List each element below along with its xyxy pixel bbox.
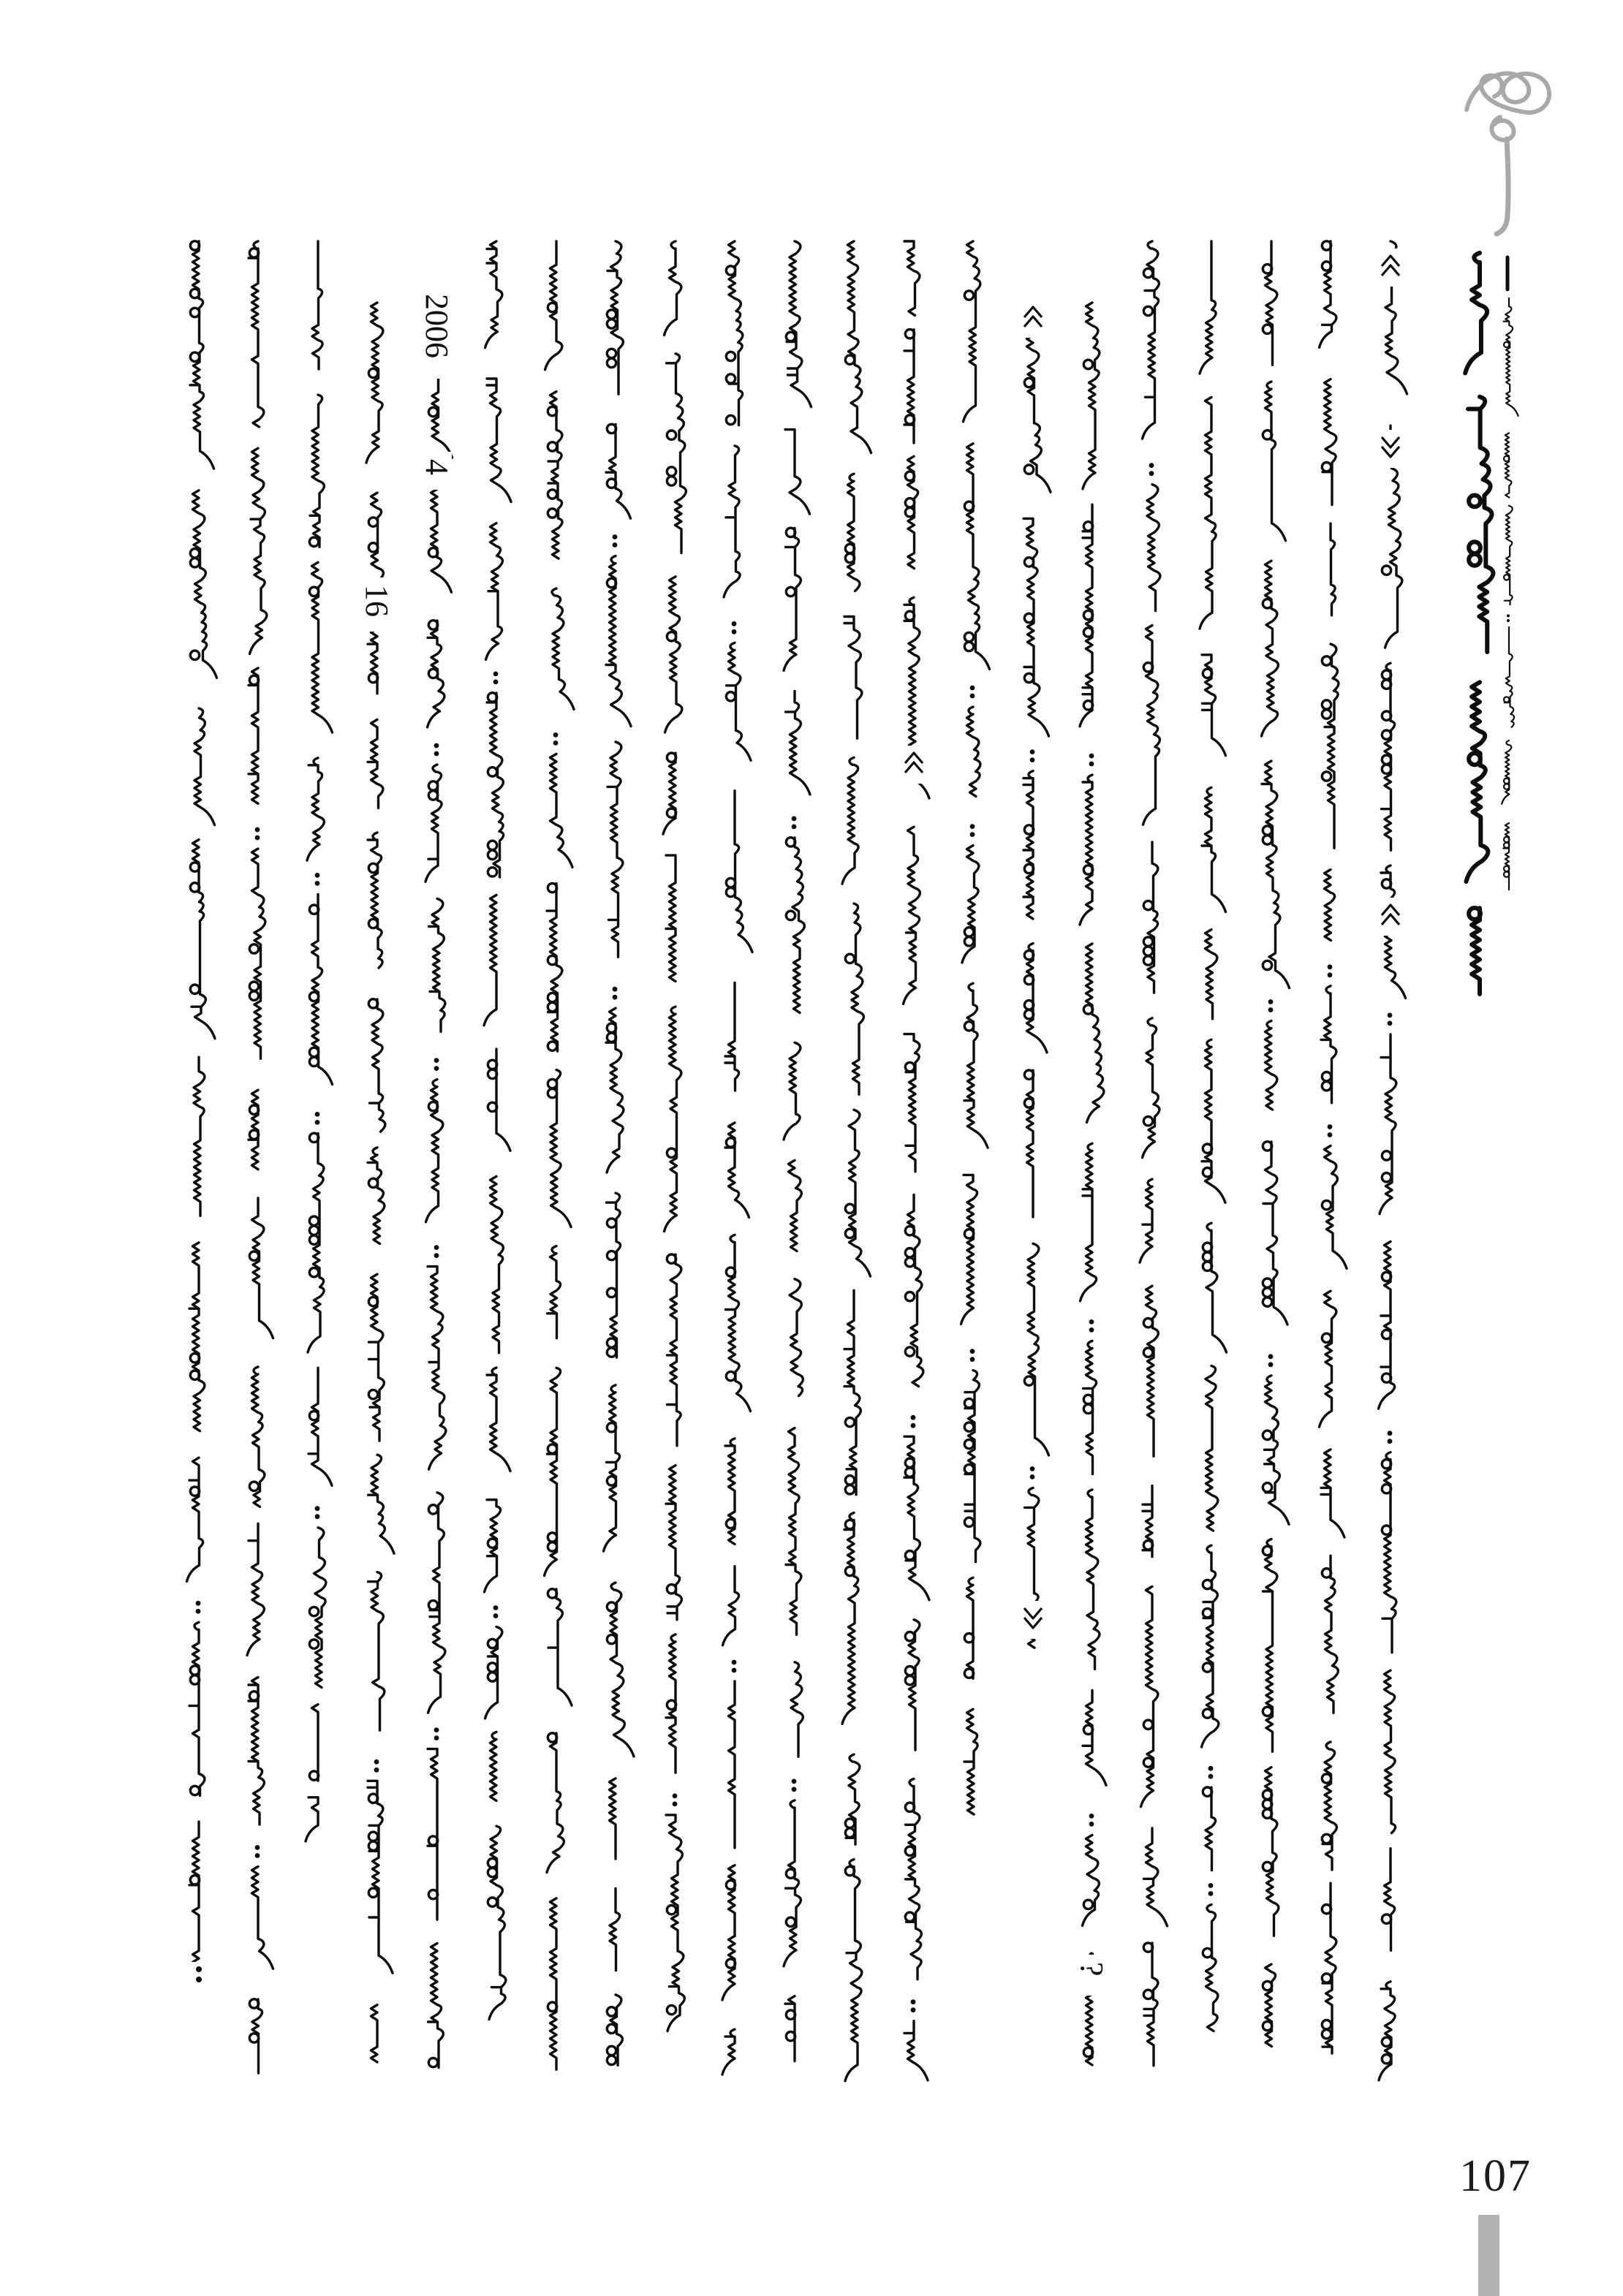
marker-gap xyxy=(1376,249,1405,287)
text-column xyxy=(899,241,929,2080)
text-column xyxy=(1140,241,1168,2066)
marker-gap xyxy=(1376,898,1405,936)
full-stop-dot xyxy=(196,1966,202,1972)
text-column xyxy=(722,241,752,2075)
text-column xyxy=(1320,241,1347,2053)
text-column xyxy=(247,241,273,2073)
text-column xyxy=(1074,303,1110,2065)
question-mark-token: ? xyxy=(1074,1962,1110,1977)
marker-gap xyxy=(1376,430,1405,468)
title-column xyxy=(1465,253,1493,994)
page-number: 107 xyxy=(1459,2151,1532,2201)
text-column xyxy=(663,241,686,2031)
marker-gap xyxy=(899,746,928,784)
inline-number-token: 16 xyxy=(359,585,395,617)
text-column xyxy=(419,287,455,2068)
text-column xyxy=(484,241,511,2020)
text-column xyxy=(1200,241,1227,2031)
text-column xyxy=(184,241,217,2000)
text-column xyxy=(842,241,871,2081)
text-column xyxy=(306,241,333,1841)
footer-bar xyxy=(1478,2215,1499,2296)
text-column xyxy=(545,241,575,2069)
full-stop-dot xyxy=(196,1977,202,1982)
inline-number-token: 2006 xyxy=(419,294,455,358)
inline-number-token: 4 xyxy=(419,459,455,475)
text-columns-layer xyxy=(184,241,1518,2081)
text-column xyxy=(1376,241,1407,2080)
text-column xyxy=(604,241,635,2065)
marker-gap xyxy=(1018,300,1048,338)
text-column xyxy=(1018,300,1051,1648)
text-column xyxy=(1262,241,1290,2047)
text-column xyxy=(961,241,990,1814)
marker-gap xyxy=(1018,1601,1048,1639)
head-column xyxy=(1502,298,1518,890)
text-column xyxy=(784,241,812,2061)
flourish-ornament-icon xyxy=(1467,73,1549,234)
text-column xyxy=(359,303,395,2062)
